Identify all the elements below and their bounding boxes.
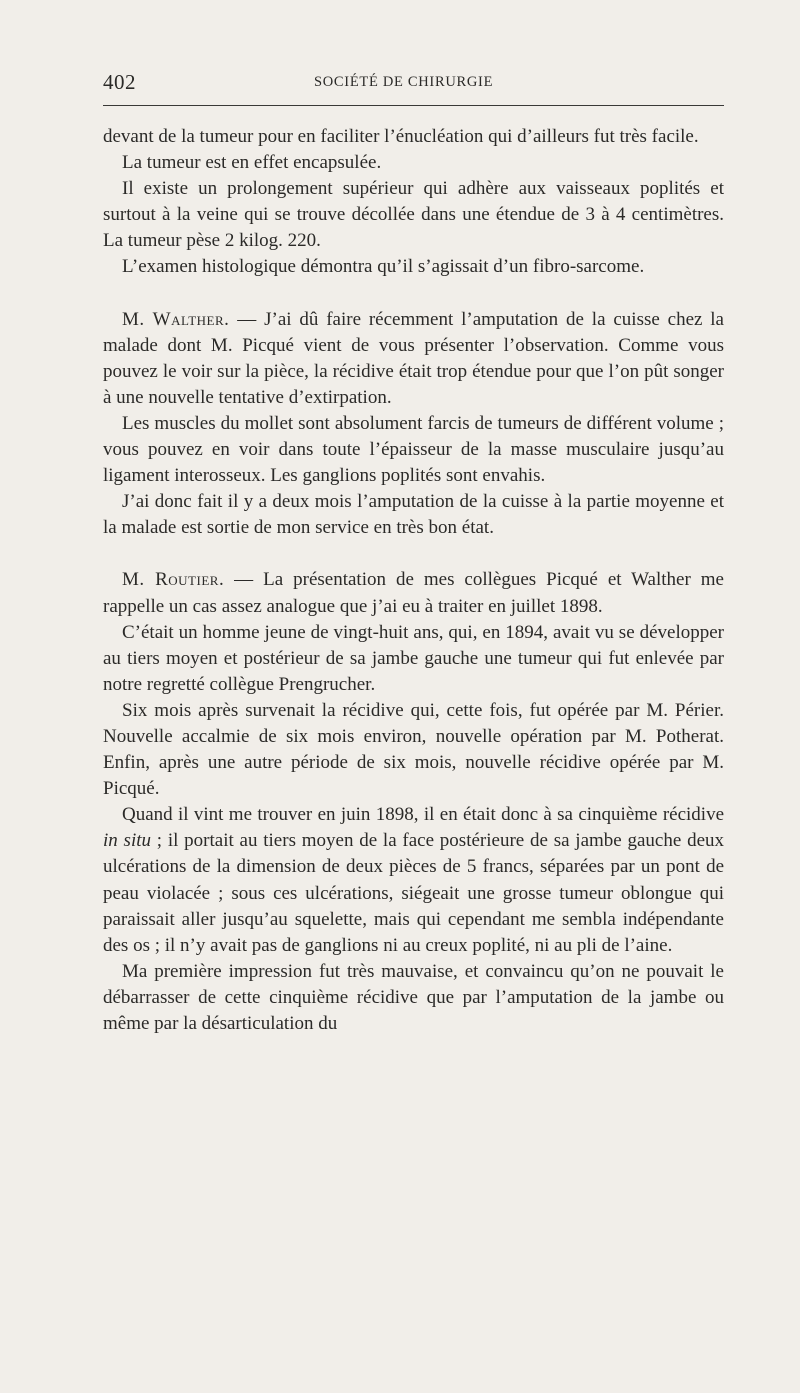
text-run: Quand il vint me trouver en juin 1898, il en était donc à sa cinquième récidive [122,804,724,826]
paragraph: C’était un homme jeune de vingt-huit ans, qui, en 1894, avait vu se développer au tiers moyen et postérieur de sa jambe gauche une tumeur qui fut enlevée par notre regretté collègue Prengrucher. [103,621,724,695]
paragraph-routier [103,567,724,619]
paragraph: Les muscles du mollet sont absolument farcis de tumeurs de différent volume ; vous pouvez en voir dans toute l’épaisseur de la masse musculaire jusqu’au ligament interosseux. Les ganglions poplités sont envahis. [103,412,724,487]
italic-term: in situ [103,830,152,852]
header-rule [103,105,724,106]
text-run: ; il portait au tiers moyen de la face postérieure de sa jambe gauche deux ulcérations de la dimension de deux pièces de 5 francs, séparées par un pont de peau violacée ; sous ces ulcérations, siégeait une grosse tumeur oblongue qui paraissait aller jusqu’au squelette, mais qui cependant me sembla indépendante des os ; il n’y avait pas de ganglions ni au creux poplité, ni au pli de l’aine. [103,830,725,956]
page-number: 402 [103,70,136,94]
paragraph: devant de la tumeur pour en faciliter l’énucléation qui d’ailleurs fut très facile. [103,126,699,147]
speaker-name: M. Routier. [122,569,225,591]
paragraph: Il existe un prolongement supérieur qui adhère aux vaisseaux poplités et surtout à la veine qui se trouve décollée dans une étendue de 3 à 4 centimètres. La tumeur pèse 2 kilog. 220. [103,178,724,252]
paragraph: Ma première impression fut très mauvaise, et convaincu qu’on ne pouvait le débarrasser de cette cinquième récidive que par l’amputation de la jambe ou même par la désarticulation du [103,960,724,1034]
paragraph: L’examen histologique démontra qu’il s’agissait d’un fibro-sarcome. [122,256,645,278]
running-title: SOCIÉTÉ DE CHIRURGIE [314,74,494,90]
running-header [103,70,723,96]
speech-text: — J’ai dû faire récemment l’amputation de la cuisse chez la malade dont M. Picqué vient de vous présenter l’observation. Comme vous pouvez le voir sur la pièce, la récidive était trop étendue pour que l’on pût songer à une nouvelle tentative d’extirpation. [103,308,724,408]
paragraph: Six mois après survenait la récidive qui, cette fois, fut opérée par M. Périer. Nouvelle accalmie de six mois environ, nouvelle opération par M. Potherat. Enfin, après une autre période de six mois, nouvelle récidive opérée par M. Picqué. [103,699,724,800]
paragraph-walther [103,307,724,411]
speech-text: — La présentation de mes collègues Picqué et Walther me rappelle un cas assez analogue que j’ai eu à traiter en juillet 1898. [103,569,724,617]
body-text [103,124,724,1037]
speaker-name: M. Walther. [122,308,230,330]
paragraph: J’ai donc fait il y a deux mois l’amputation de la cuisse à la partie moyenne et la malade est sortie de mon service en très bon état. [103,491,724,539]
paragraph [103,802,724,959]
paragraph: La tumeur est en effet encapsulée. [122,152,382,174]
